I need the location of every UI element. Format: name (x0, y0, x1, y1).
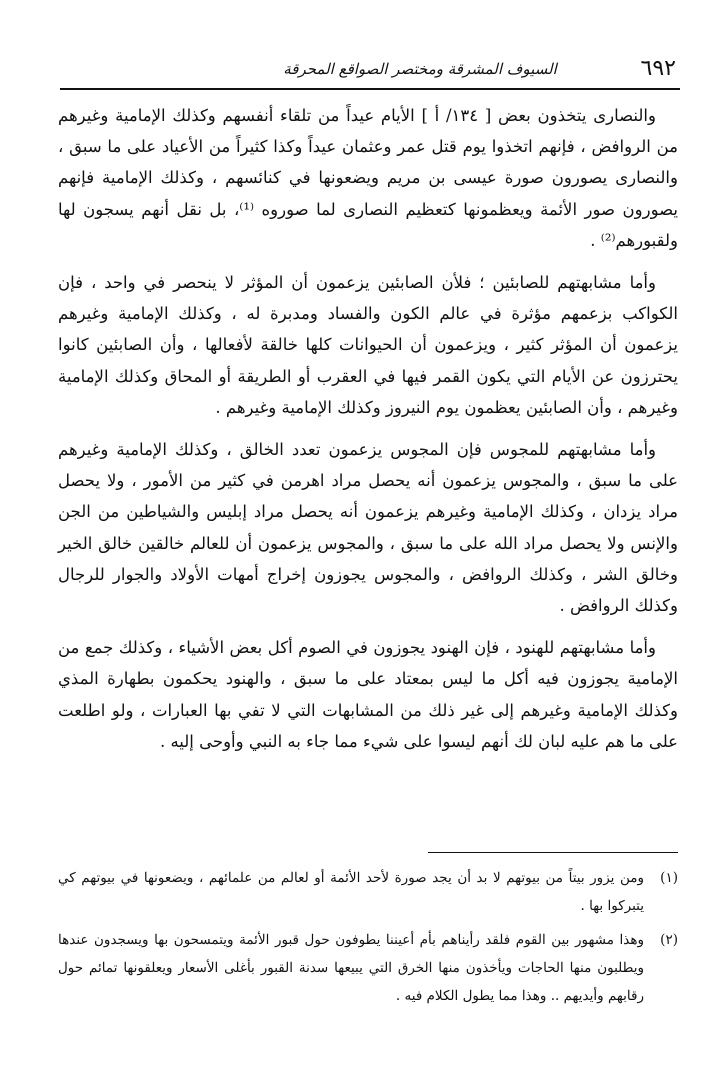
footnote (58, 864, 678, 920)
header-divider (60, 88, 680, 90)
footnote-divider (428, 852, 678, 853)
footnote (58, 926, 678, 1010)
footnote-number: (٢) (660, 932, 678, 948)
page-header (60, 56, 680, 96)
footnote-text: وهذا مشهور بين القوم فلقد رأيناهم بأم أعيننا يطوفون حول قبور الأئمة ويتمسحون بها ويسجدون عندها ويطلبون منها الحاجات ويأخذون منها الخرق التي يبيعها سدنة القبور بأغلى الأسعار ويعلقونها تمائم حول رقابهم وأيديهم .. وهذا مما يطول الكلام فيه . (58, 932, 644, 1004)
paragraph: وأما مشابهتهم للهنود ، فإن الهنود يجوزون في الصوم أكل بعض الأشياء ، وكذلك جمع من الإمامية يجوزون فيه أكل ما ليس بمعتاد على ما سبق ، والهنود يحكمون بطهارة المذي وكذلك الإمامية وغيرهم إلى غير ذلك من المشابهات التي لا تفي بها العبارات ، ولو اطلعت على ما هم عليه لبان لك أنهم ليسوا على شيء مما جاء به النبي وأوحى إليه . (58, 638, 678, 751)
page-number: ٦٩٢ (640, 56, 676, 81)
main-text (58, 100, 678, 768)
paragraph: والنصارى يتخذون بعض [ ١٣٤/ أ ] الأيام عيداً من تلقاء أنفسهم وكذلك الإمامية وغيرهم من الروافض ، فإنهم اتخذوا يوم قتل عمر وعثمان عيداً وكذا كثيراً من الأعياد على ما سبق ، والنصارى يصورون صورة عيسى بن مريم ويضعونها في كنائسهم ، وكذلك الإمامية فإنهم يصورون صور الأئمة ويعظمونها كتعظيم النصارى لما صوروه ⁽¹⁾، بل نقل أنهم يسجون لها ولقبورهم⁽²⁾ . (58, 106, 678, 250)
footnotes (58, 864, 678, 1016)
paragraph: وأما مشابهتهم للمجوس فإن المجوس يزعمون تعدد الخالق ، وكذلك الإمامية وغيرهم على ما سبق ، والمجوس يزعمون أنه يحصل مراد اهرمن في كثير من الأمور ، ولا يحصل مراد يزدان ، وكذلك الإمامية وغيرهم يزعمون أنه يحصل مراد إبليس والشياطين من الجن والإنس ولا يحصل مراد الله على ما سبق ، والمجوس يزعمون أن للعالم خالقين خالق الخير وخالق الشر ، وكذلك الروافض ، والمجوس يجوزون إخراج أمهات الأولاد والجوار للرجال وكذلك الروافض . (58, 440, 678, 616)
footnote-text: ومن يزور بيتاً من بيوتهم لا بد أن يجد صورة لأحد الأئمة أو لعالم من علمائهم ، ويضعونها في بيوتهم كي يتبركوا بها . (58, 870, 644, 914)
running-title: السيوف المشرقة ومختصر الصواقع المحرقة (283, 60, 557, 78)
footnote-number: (١) (660, 870, 678, 886)
paragraph: وأما مشابهتهم للصابئين ؛ فلأن الصابئين يزعمون أن المؤثر لا ينحصر في واحد ، فإن الكواكب بزعمهم مؤثرة في عالم الكون والفساد ومدبرة له ، وكذلك الإمامية وغيرهم يزعمون أن المؤثر كثير ، ويزعمون أن الحيوانات كلها خالقة لأفعالها ، وأن الصابئين كانوا يحترزون عن الأيام التي يكون القمر فيها في العقرب أو الطريقة أو المحاق وكذلك الإمامية وغيرهم ، وأن الصابئين يعظمون يوم النيروز وكذلك الإمامية وغيرهم . (58, 273, 678, 417)
